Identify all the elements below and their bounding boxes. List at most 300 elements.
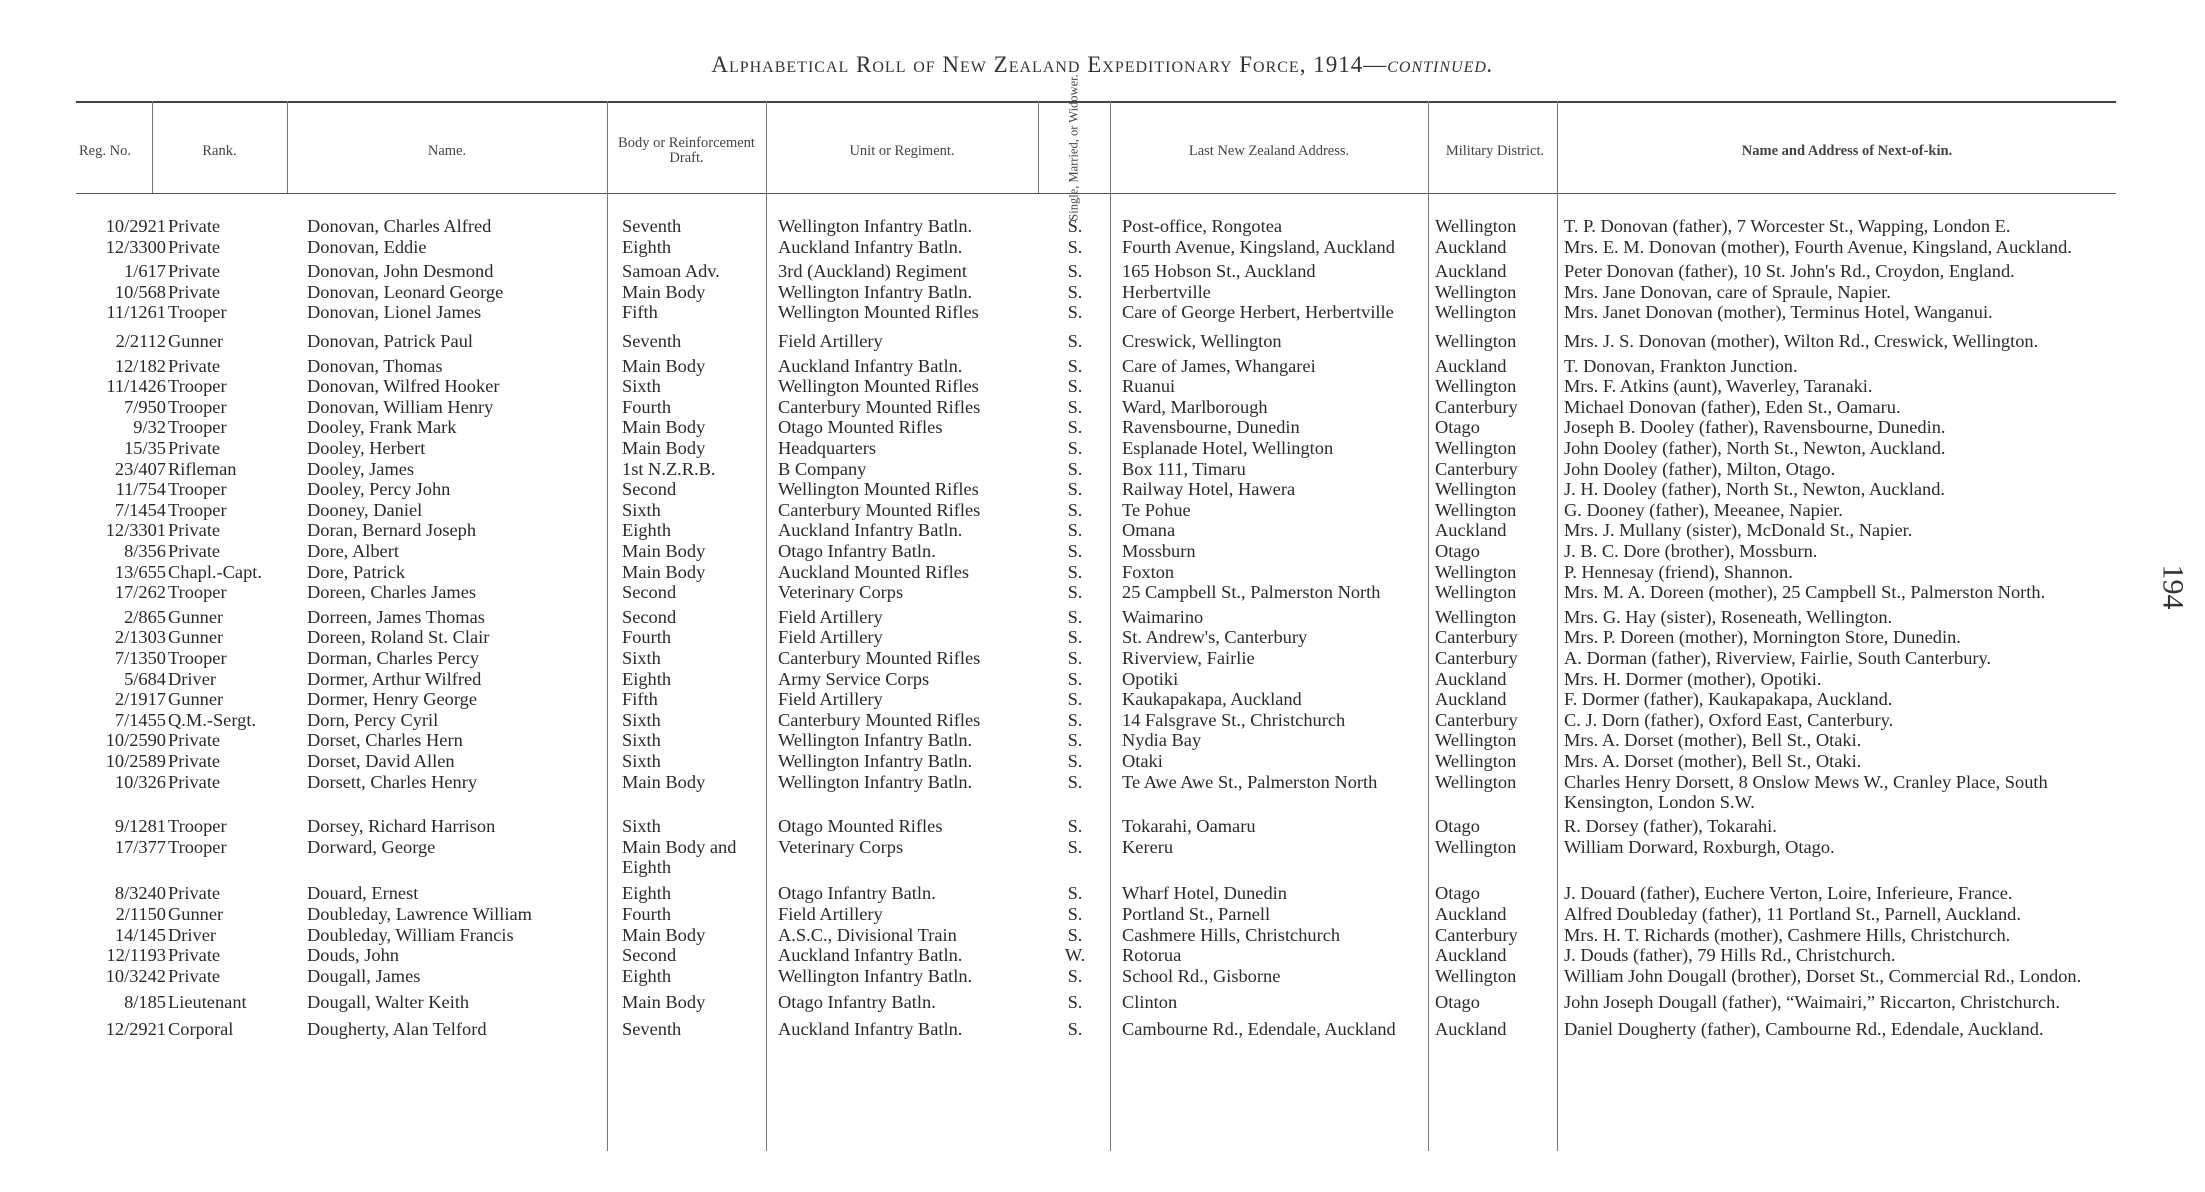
address-cell: Kereru xyxy=(1122,836,1174,857)
rank-cell: Gunner xyxy=(168,689,224,710)
unit-cell: Auckland Infantry Batln. xyxy=(778,945,963,966)
reg-no-cell: 7/1455 xyxy=(114,709,166,730)
district-cell: Wellington xyxy=(1435,965,1517,986)
next-of-kin-cell: T. Donovan, Frankton Junction. xyxy=(1564,355,1798,376)
column-divider xyxy=(1428,101,1429,1151)
unit-cell: Otago Infantry Batln. xyxy=(778,992,936,1013)
body-cell: Main Body xyxy=(622,417,706,438)
next-of-kin-cell: Mrs. J. Mullany (sister), McDonald St., Napier. xyxy=(1564,520,1913,541)
next-of-kin-cell: T. P. Donovan (father), 7 Worcester St., Wapping, London E. xyxy=(1564,216,2011,236)
next-of-kin-cell: Joseph B. Dooley (father), Ravensbourne, Dunedin. xyxy=(1564,417,1946,438)
next-of-kin-cell: A. Dorman (father), Riverview, Fairlie, South Canterbury. xyxy=(1564,648,1992,668)
district-cell: Wellington xyxy=(1435,836,1517,857)
unit-cell: Canterbury Mounted Rifles xyxy=(778,709,981,730)
address-cell: Kaukapakapa, Auckland xyxy=(1122,689,1302,710)
rank-cell: Trooper xyxy=(168,479,227,500)
address-cell: School Rd., Gisborne xyxy=(1122,965,1281,986)
district-cell: Auckland xyxy=(1435,261,1507,282)
next-of-kin-cell: Mrs. A. Dorset (mother), Bell St., Otaki. xyxy=(1564,751,1862,771)
district-cell: Wellington xyxy=(1435,302,1517,323)
unit-cell: Army Service Corps xyxy=(778,668,930,689)
district-cell: Otago xyxy=(1435,541,1480,561)
body-cell: Eighth xyxy=(622,883,672,904)
rank-cell: Driver xyxy=(168,924,216,945)
next-of-kin-cell: John Joseph Dougall (father), “Waimairi,” Riccarton, Christchurch. xyxy=(1564,992,2060,1013)
reg-no-cell: 2/1150 xyxy=(115,904,166,924)
district-cell: Auckland xyxy=(1435,355,1507,376)
column-divider xyxy=(607,101,608,1151)
status-cell: S. xyxy=(1067,730,1083,751)
unit-cell: Field Artillery xyxy=(778,606,883,627)
name-cell: Donovan, Lionel James xyxy=(307,302,482,323)
district-cell: Auckland xyxy=(1435,520,1507,541)
district-cell: Auckland xyxy=(1435,945,1507,966)
status-cell: S. xyxy=(1067,561,1083,582)
column-divider xyxy=(766,101,767,1151)
page-title: Alphabetical Roll of New Zealand Expeditionary Force, 1914—continued. xyxy=(711,52,1494,77)
name-cell: Dore, Albert xyxy=(307,541,399,561)
district-cell: Wellington xyxy=(1435,376,1517,397)
unit-cell: Field Artillery xyxy=(778,689,883,710)
name-cell: Dougherty, Alan Telford xyxy=(307,1019,487,1039)
rank-cell: Trooper xyxy=(168,302,227,323)
body-cell: Main Body xyxy=(622,771,706,792)
unit-cell: Auckland Infantry Batln. xyxy=(778,236,963,257)
status-cell: S. xyxy=(1067,836,1083,857)
body-cell: Second xyxy=(622,479,677,500)
reg-no-cell: 2/2112 xyxy=(115,331,166,351)
name-cell: Dougall, Walter Keith xyxy=(307,992,470,1013)
status-cell: S. xyxy=(1067,816,1083,837)
address-cell: Cambourne Rd., Edendale, Auckland xyxy=(1122,1019,1396,1039)
status-cell: S. xyxy=(1067,281,1083,302)
unit-cell: Wellington Mounted Rifles xyxy=(778,479,979,500)
body-cell: Main Body xyxy=(622,438,706,458)
status-cell: S. xyxy=(1067,648,1083,668)
body-cell: Seventh xyxy=(622,1019,682,1039)
next-of-kin-cell: Mrs. M. A. Doreen (mother), 25 Campbell St., Palmerston North. xyxy=(1564,582,2046,603)
name-cell: Dooley, Percy John xyxy=(307,479,451,500)
reg-no-cell: 10/2589 xyxy=(105,751,166,771)
body-cell: Main Body xyxy=(622,355,706,376)
reg-no-cell: 8/185 xyxy=(124,992,166,1013)
status-cell: S. xyxy=(1067,965,1083,986)
next-of-kin-cell: P. Hennesay (friend), Shannon. xyxy=(1564,561,1793,582)
next-of-kin-cell: William Dorward, Roxburgh, Otago. xyxy=(1564,836,1835,857)
body-cell: Second xyxy=(622,582,677,603)
district-cell: Wellington xyxy=(1435,751,1517,771)
reg-no-cell: 12/3301 xyxy=(105,520,166,541)
reg-no-cell: 8/3240 xyxy=(114,883,166,904)
name-cell: Dooley, James xyxy=(307,458,415,479)
unit-cell: Wellington Mounted Rifles xyxy=(778,376,979,397)
reg-no-cell: 8/356 xyxy=(124,541,166,561)
next-of-kin-cell: Mrs. E. M. Donovan (mother), Fourth Avenue, Kingsland, Auckland. xyxy=(1564,236,2072,257)
body-cell: Main Body xyxy=(622,281,706,302)
rank-cell: Corporal xyxy=(168,1019,234,1039)
status-cell: S. xyxy=(1067,924,1083,945)
address-cell: Cashmere Hills, Christchurch xyxy=(1122,924,1341,945)
next-of-kin-cell: Mrs. J. S. Donovan (mother), Wilton Rd., Creswick, Wellington. xyxy=(1564,331,2039,351)
rank-cell: Private xyxy=(168,355,221,376)
district-cell: Auckland xyxy=(1435,904,1507,924)
reg-no-cell: 17/262 xyxy=(114,582,166,603)
next-of-kin-cell: Mrs. Jane Donovan, care of Spraule, Napier. xyxy=(1564,281,1891,302)
rank-cell: Q.M.-Sergt. xyxy=(168,709,257,730)
rank-cell: Private xyxy=(168,771,221,792)
body-cell: Sixth xyxy=(622,730,661,751)
rank-cell: Rifleman xyxy=(168,458,237,479)
reg-no-cell: 10/3242 xyxy=(105,965,166,986)
header-district: Military District. xyxy=(1445,142,1545,159)
address-cell: Nydia Bay xyxy=(1122,730,1202,751)
name-cell: Donovan, Patrick Paul xyxy=(307,331,474,351)
body-cell: 1st N.Z.R.B. xyxy=(622,458,716,479)
district-cell: Wellington xyxy=(1435,561,1517,582)
reg-no-cell: 2/1917 xyxy=(114,689,166,710)
body-cell: Fifth xyxy=(622,689,658,710)
rank-cell: Private xyxy=(168,236,221,257)
next-of-kin-cell: Michael Donovan (father), Eden St., Oamaru. xyxy=(1564,396,1901,417)
address-cell: Creswick, Wellington xyxy=(1122,331,1282,351)
body-cell: Eighth xyxy=(622,668,672,689)
name-cell: Douds, John xyxy=(307,945,399,966)
rank-cell: Gunner xyxy=(168,606,224,627)
body-cell: Seventh xyxy=(622,216,682,236)
district-cell: Otago xyxy=(1435,417,1480,438)
district-cell: Canterbury xyxy=(1435,648,1518,668)
body-cell: Seventh xyxy=(622,331,682,351)
reg-no-cell: 12/3300 xyxy=(105,236,166,257)
body-cell: Sixth xyxy=(622,751,661,771)
reg-no-cell: 12/2921 xyxy=(105,1019,166,1039)
next-of-kin-cell: John Dooley (father), Milton, Otago. xyxy=(1564,458,1836,479)
body-cell: Second xyxy=(622,945,677,966)
name-cell: Dooney, Daniel xyxy=(307,499,423,520)
reg-no-cell: 9/32 xyxy=(133,417,166,438)
unit-cell: Canterbury Mounted Rifles xyxy=(778,648,981,668)
status-cell: S. xyxy=(1067,992,1083,1013)
reg-no-cell: 10/2921 xyxy=(105,216,166,236)
reg-no-cell: 10/2590 xyxy=(105,730,166,751)
rank-cell: Gunner xyxy=(168,331,224,351)
address-cell: Care of George Herbert, Herbertville xyxy=(1122,302,1394,323)
status-cell: S. xyxy=(1067,709,1083,730)
address-cell: Care of James, Whangarei xyxy=(1122,355,1316,376)
name-cell: Doreen, Roland St. Clair xyxy=(307,627,490,648)
status-cell: S. xyxy=(1067,458,1083,479)
status-cell: S. xyxy=(1067,236,1083,257)
reg-no-cell: 17/377 xyxy=(114,836,166,857)
status-cell: S. xyxy=(1067,331,1083,351)
body-cell: Fourth xyxy=(622,904,672,924)
unit-cell: Auckland Infantry Batln. xyxy=(778,355,963,376)
rank-cell: Gunner xyxy=(168,904,224,924)
reg-no-cell: 2/1303 xyxy=(114,627,166,648)
rank-cell: Private xyxy=(168,520,221,541)
header-kin: Name and Address of Next-of-kin. xyxy=(1741,142,1953,159)
unit-cell: Canterbury Mounted Rifles xyxy=(778,396,981,417)
header-smw: Single, Married, or Widower. xyxy=(1066,73,1081,221)
name-cell: Dooley, Herbert xyxy=(307,438,426,458)
body-cell: Sixth xyxy=(622,376,661,397)
name-cell: Dorward, George xyxy=(307,836,436,857)
district-cell: Wellington xyxy=(1435,499,1517,520)
address-cell: Portland St., Parnell xyxy=(1122,904,1271,924)
address-cell: Opotiki xyxy=(1122,668,1179,689)
address-cell: Riverview, Fairlie xyxy=(1122,648,1255,668)
unit-cell: Wellington Infantry Batln. xyxy=(778,216,973,236)
address-cell: Tokarahi, Oamaru xyxy=(1122,816,1256,837)
header-bottom-rule xyxy=(76,193,2116,194)
status-cell: S. xyxy=(1067,883,1083,904)
status-cell: S. xyxy=(1067,396,1083,417)
district-cell: Auckland xyxy=(1435,668,1507,689)
address-cell: Ruanui xyxy=(1122,376,1176,397)
name-cell: Dougall, James xyxy=(307,965,421,986)
body-cell: Samoan Adv. xyxy=(622,261,720,282)
next-of-kin-cell: R. Dorsey (father), Tokarahi. xyxy=(1564,816,1777,837)
header-rank: Rank. xyxy=(202,142,237,159)
header-name: Name. xyxy=(427,142,467,159)
rank-cell: Private xyxy=(168,261,221,282)
district-cell: Canterbury xyxy=(1435,627,1518,648)
unit-cell: Veterinary Corps xyxy=(778,836,904,857)
name-cell: Dorsey, Richard Harrison xyxy=(307,816,496,837)
district-cell: Wellington xyxy=(1435,216,1517,236)
address-cell: Herbertville xyxy=(1122,281,1211,302)
district-cell: Canterbury xyxy=(1435,458,1518,479)
name-cell: Dormer, Henry George xyxy=(307,689,477,710)
next-of-kin-cell: Mrs. F. Atkins (aunt), Waverley, Taranaki. xyxy=(1564,376,1873,397)
district-cell: Wellington xyxy=(1435,479,1517,500)
address-cell: St. Andrew's, Canterbury xyxy=(1122,627,1308,648)
reg-no-cell: 2/865 xyxy=(124,606,166,627)
reg-no-cell: 11/1261 xyxy=(106,302,166,323)
district-cell: Otago xyxy=(1435,816,1480,837)
address-cell: Te Pohue xyxy=(1122,499,1191,520)
address-cell: Clinton xyxy=(1122,992,1178,1013)
next-of-kin-cell: Mrs. P. Doreen (mother), Mornington Store, Dunedin. xyxy=(1564,627,1961,648)
column-divider xyxy=(1110,101,1111,1151)
body-cell: Fourth xyxy=(622,627,672,648)
district-cell: Otago xyxy=(1435,883,1480,904)
rank-cell: Trooper xyxy=(168,648,227,668)
next-of-kin-cell: G. Dooney (father), Meeanee, Napier. xyxy=(1564,499,1843,520)
district-cell: Canterbury xyxy=(1435,709,1518,730)
reg-no-cell: 7/1454 xyxy=(114,499,166,520)
unit-cell: Wellington Infantry Batln. xyxy=(778,281,973,302)
address-cell: 14 Falsgrave St., Christchurch xyxy=(1122,709,1346,730)
header-unit: Unit or Regiment. xyxy=(849,142,955,159)
name-cell: Donovan, Eddie xyxy=(307,236,427,257)
unit-cell: Wellington Infantry Batln. xyxy=(778,751,973,771)
unit-cell: Otago Infantry Batln. xyxy=(778,883,936,904)
reg-no-cell: 7/1350 xyxy=(114,648,166,668)
unit-cell: Veterinary Corps xyxy=(778,582,904,603)
body-cell: Sixth xyxy=(622,709,661,730)
name-cell: Dooley, Frank Mark xyxy=(307,417,457,438)
district-cell: Otago xyxy=(1435,992,1480,1013)
name-cell: Dormer, Arthur Wilfred xyxy=(307,668,482,689)
reg-no-cell: 7/950 xyxy=(124,396,166,417)
name-cell: Donovan, William Henry xyxy=(307,396,494,417)
reg-no-cell: 9/1281 xyxy=(114,816,166,837)
name-cell: Dorset, Charles Hern xyxy=(307,730,463,751)
name-cell: Donovan, Charles Alfred xyxy=(307,216,492,236)
body-cell: Second xyxy=(622,606,677,627)
status-cell: S. xyxy=(1067,606,1083,627)
status-cell: S. xyxy=(1067,499,1083,520)
status-cell: S. xyxy=(1067,904,1083,924)
unit-cell: Headquarters xyxy=(778,438,877,458)
header-address: Last New Zealand Address. xyxy=(1188,142,1350,159)
body-cell: Sixth xyxy=(622,499,661,520)
name-cell: Donovan, Leonard George xyxy=(307,281,504,302)
unit-cell: Otago Infantry Batln. xyxy=(778,541,936,561)
reg-no-cell: 1/617 xyxy=(124,261,166,282)
column-divider xyxy=(1557,101,1558,1151)
reg-no-cell: 10/568 xyxy=(114,281,166,302)
address-cell: Te Awe Awe St., Palmerston North xyxy=(1122,771,1378,792)
status-cell: S. xyxy=(1067,438,1083,458)
next-of-kin-cell: J. B. C. Dore (brother), Mossburn. xyxy=(1564,541,1818,561)
rank-cell: Private xyxy=(168,541,221,561)
name-cell: Doubleday, William Francis xyxy=(307,924,514,945)
district-cell: Canterbury xyxy=(1435,924,1518,945)
rank-cell: Trooper xyxy=(168,376,227,397)
next-of-kin-cell: F. Dormer (father), Kaukapakapa, Auckland. xyxy=(1564,689,1893,710)
body-cell: Eighth xyxy=(622,520,672,541)
unit-cell: Wellington Infantry Batln. xyxy=(778,730,973,751)
name-cell: Dore, Patrick xyxy=(307,561,406,582)
reg-no-cell: 12/1193 xyxy=(106,945,166,966)
status-cell: S. xyxy=(1067,1019,1083,1039)
rank-cell: Private xyxy=(168,883,221,904)
rank-cell: Trooper xyxy=(168,499,227,520)
address-cell: Railway Hotel, Hawera xyxy=(1122,479,1296,500)
rank-cell: Gunner xyxy=(168,627,224,648)
unit-cell: Wellington Infantry Batln. xyxy=(778,965,973,986)
name-cell: Douard, Ernest xyxy=(307,883,419,904)
next-of-kin-cell: Peter Donovan (father), 10 St. John's Rd., Croydon, England. xyxy=(1564,261,2015,282)
reg-no-cell: 14/145 xyxy=(114,924,166,945)
unit-cell: Wellington Mounted Rifles xyxy=(778,302,979,323)
unit-cell: Auckland Infantry Batln. xyxy=(778,1019,963,1039)
next-of-kin-cell: C. J. Dorn (father), Oxford East, Canterbury. xyxy=(1564,709,1894,730)
rank-cell: Trooper xyxy=(168,836,227,857)
reg-no-cell: 10/326 xyxy=(114,771,166,792)
rank-cell: Private xyxy=(168,945,221,966)
address-cell: Ward, Marlborough xyxy=(1122,396,1268,417)
status-cell: S. xyxy=(1067,216,1083,236)
next-of-kin-cell: J. Douds (father), 79 Hills Rd., Christchurch. xyxy=(1564,945,1896,966)
rank-cell: Trooper xyxy=(168,582,227,603)
name-cell: Dorsett, Charles Henry xyxy=(307,771,478,792)
next-of-kin-cell: John Dooley (father), North St., Newton, Auckland. xyxy=(1564,438,1946,458)
next-of-kin-cell: J. Douard (father), Euchere Verton, Loire, Inferieure, France. xyxy=(1564,883,2013,904)
next-of-kin-cell: Mrs. H. Dormer (mother), Opotiki. xyxy=(1564,668,1822,689)
next-of-kin-cell: Charles Henry Dorsett, 8 Onslow Mews W., Cranley Place, South Kensington, London S.W. xyxy=(1564,771,2048,812)
unit-cell: Auckland Infantry Batln. xyxy=(778,520,963,541)
unit-cell: Field Artillery xyxy=(778,331,883,351)
status-cell: S. xyxy=(1067,261,1083,282)
status-cell: S. xyxy=(1067,627,1083,648)
rank-cell: Private xyxy=(168,751,221,771)
status-cell: S. xyxy=(1067,771,1083,792)
body-cell: Sixth xyxy=(622,648,661,668)
name-cell: Donovan, Thomas xyxy=(307,355,443,376)
reg-no-cell: 11/1426 xyxy=(106,376,166,397)
body-cell: Main Body xyxy=(622,561,706,582)
district-cell: Wellington xyxy=(1435,438,1517,458)
status-cell: S. xyxy=(1067,417,1083,438)
rank-cell: Lieutenant xyxy=(168,992,247,1013)
status-cell: S. xyxy=(1067,376,1083,397)
address-cell: Foxton xyxy=(1122,561,1175,582)
address-cell: Mossburn xyxy=(1122,541,1196,561)
address-cell: Waimarino xyxy=(1122,606,1204,627)
rank-cell: Private xyxy=(168,965,221,986)
address-cell: Wharf Hotel, Dunedin xyxy=(1122,883,1287,904)
next-of-kin-cell: Mrs. H. T. Richards (mother), Cashmere Hills, Christchurch. xyxy=(1564,924,2011,945)
district-cell: Auckland xyxy=(1435,236,1507,257)
body-cell: Sixth xyxy=(622,816,661,837)
name-cell: Dorreen, James Thomas xyxy=(307,606,485,627)
next-of-kin-cell: Daniel Dougherty (father), Cambourne Rd., Edendale, Auckland. xyxy=(1564,1019,2044,1039)
unit-cell: Auckland Mounted Rifles xyxy=(778,561,970,582)
rank-cell: Private xyxy=(168,438,221,458)
name-cell: Dorn, Percy Cyril xyxy=(307,709,439,730)
unit-cell: Wellington Infantry Batln. xyxy=(778,771,973,792)
status-cell: S. xyxy=(1067,302,1083,323)
next-of-kin-cell: Mrs. A. Dorset (mother), Bell St., Otaki. xyxy=(1564,730,1862,751)
address-cell: Rotorua xyxy=(1122,945,1182,966)
next-of-kin-cell: Alfred Doubleday (father), 11 Portland St., Parnell, Auckland. xyxy=(1564,904,2021,924)
page-number: 194 xyxy=(2156,564,2190,610)
reg-no-cell: 15/35 xyxy=(124,438,166,458)
status-cell: S. xyxy=(1067,668,1083,689)
next-of-kin-cell: Mrs. G. Hay (sister), Roseneath, Wellington. xyxy=(1564,606,1893,627)
unit-cell: Canterbury Mounted Rifles xyxy=(778,499,981,520)
name-cell: Dorman, Charles Percy xyxy=(307,648,480,668)
unit-cell: Otago Mounted Rifles xyxy=(778,417,943,438)
name-cell: Doreen, Charles James xyxy=(307,582,477,603)
name-cell: Donovan, Wilfred Hooker xyxy=(307,376,500,397)
body-cell: Main Body and Eighth xyxy=(622,836,737,877)
header-body: Body or Reinforcement Draft. xyxy=(618,135,755,166)
next-of-kin-cell: William John Dougall (brother), Dorset St., Commercial Rd., London. xyxy=(1564,965,2082,986)
rank-cell: Trooper xyxy=(168,417,227,438)
status-cell: S. xyxy=(1067,479,1083,500)
district-cell: Auckland xyxy=(1435,1019,1507,1039)
district-cell: Canterbury xyxy=(1435,396,1518,417)
rank-cell: Trooper xyxy=(168,396,227,417)
body-cell: Eighth xyxy=(622,236,672,257)
reg-no-cell: 13/655 xyxy=(114,561,166,582)
unit-cell: 3rd (Auckland) Regiment xyxy=(778,261,967,282)
district-cell: Auckland xyxy=(1435,689,1507,710)
rank-cell: Chapl.-Capt. xyxy=(168,561,262,582)
reg-no-cell: 11/754 xyxy=(115,479,166,500)
unit-cell: Field Artillery xyxy=(778,627,883,648)
rank-cell: Private xyxy=(168,216,221,236)
district-cell: Wellington xyxy=(1435,730,1517,751)
status-cell: S. xyxy=(1067,582,1083,603)
unit-cell: B Company xyxy=(778,458,867,479)
reg-no-cell: 12/182 xyxy=(114,355,166,376)
rank-cell: Driver xyxy=(168,668,216,689)
